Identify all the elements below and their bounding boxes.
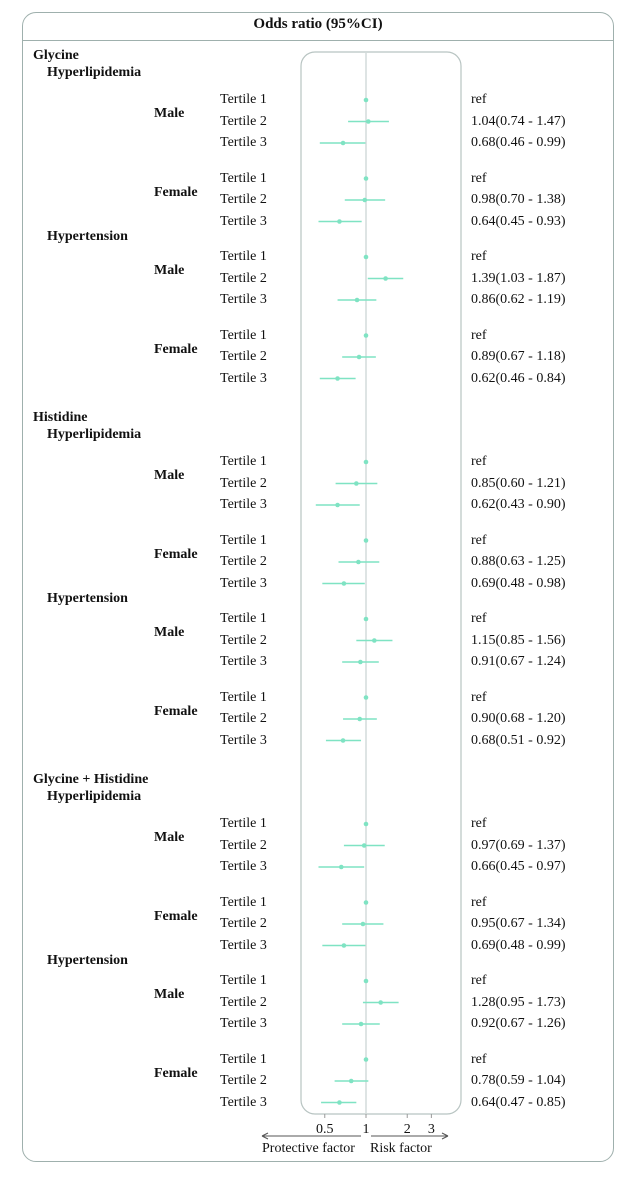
or-value: ref	[471, 894, 487, 910]
tertile-label: Tertile 2	[220, 837, 267, 853]
or-value: 0.62(0.43 - 0.90)	[471, 497, 566, 512]
tertile-label: Tertile 2	[220, 994, 267, 1010]
or-value: 0.64(0.47 - 0.85)	[471, 1094, 566, 1110]
tertile-label: Tertile 2	[220, 475, 267, 491]
or-point	[364, 822, 369, 827]
or-point	[342, 581, 347, 586]
or-point	[354, 481, 359, 486]
tertile-label: Tertile 2	[220, 632, 267, 648]
or-value: 0.91(0.67 - 1.24)	[471, 654, 566, 669]
tertile-label: Tertile 3	[220, 1016, 267, 1031]
tertile-label: Tertile 3	[220, 654, 267, 669]
tertile-label: Tertile 1	[220, 92, 267, 107]
tertile-label: Tertile 3	[220, 135, 267, 150]
or-value: 0.92(0.67 - 1.26)	[471, 1016, 566, 1031]
group-label: Glycine + Histidine	[33, 772, 149, 787]
or-point	[372, 638, 377, 643]
outcome-label: Hypertension	[47, 229, 128, 244]
tertile-label: Tertile 3	[220, 575, 267, 591]
tertile-label: Tertile 1	[220, 611, 267, 626]
sex-label: Female	[154, 908, 198, 924]
tick-label: 1	[362, 1122, 370, 1137]
tertile-label: Tertile 1	[220, 894, 267, 910]
tertile-label: Tertile 1	[220, 532, 267, 548]
or-point	[359, 1022, 364, 1027]
or-point	[364, 979, 369, 984]
tertile-label: Tertile 2	[220, 1073, 267, 1088]
or-value: 0.69(0.48 - 0.98)	[471, 575, 566, 591]
or-value: 0.86(0.62 - 1.19)	[471, 292, 566, 307]
tertile-label: Tertile 1	[220, 816, 267, 831]
or-value: 0.90(0.68 - 1.20)	[471, 711, 566, 726]
group-label: Glycine	[33, 48, 79, 63]
group-label: Histidine	[33, 410, 88, 425]
or-point	[342, 943, 347, 948]
or-value: 1.39(1.03 - 1.87)	[471, 270, 566, 286]
or-value: 0.95(0.67 - 1.34)	[471, 916, 566, 931]
tertile-label: Tertile 3	[220, 370, 267, 386]
or-point	[362, 198, 367, 203]
or-point	[337, 1100, 342, 1105]
or-point	[364, 176, 369, 181]
or-value: 0.98(0.70 - 1.38)	[471, 192, 566, 207]
or-value: 0.68(0.46 - 0.99)	[471, 135, 566, 150]
tertile-label: Tertile 3	[220, 1094, 267, 1110]
or-point	[335, 503, 340, 508]
tertile-label: Tertile 2	[220, 270, 267, 286]
risk-factor-label: Risk factor	[370, 1141, 432, 1156]
tertile-label: Tertile 3	[220, 859, 267, 874]
tertile-label: Tertile 2	[220, 192, 267, 207]
or-point	[364, 333, 369, 338]
or-point	[364, 538, 369, 543]
or-point	[364, 460, 369, 465]
or-value: 0.88(0.63 - 1.25)	[471, 554, 566, 569]
or-value: 1.15(0.85 - 1.56)	[471, 632, 566, 648]
or-value: 1.28(0.95 - 1.73)	[471, 994, 566, 1010]
tertile-label: Tertile 1	[220, 1051, 267, 1067]
or-point	[364, 617, 369, 622]
or-point	[366, 119, 371, 124]
or-value: ref	[471, 92, 487, 107]
or-value: 0.85(0.60 - 1.21)	[471, 475, 566, 491]
or-value: ref	[471, 611, 487, 626]
tertile-label: Tertile 1	[220, 454, 267, 469]
or-point	[349, 1079, 354, 1084]
tertile-label: Tertile 1	[220, 327, 267, 343]
sex-label: Male	[154, 625, 185, 640]
tick-label: 2	[403, 1122, 411, 1137]
or-point	[364, 695, 369, 700]
tertile-label: Tertile 2	[220, 113, 267, 129]
or-point	[378, 1000, 383, 1005]
or-value: 0.97(0.69 - 1.37)	[471, 837, 566, 853]
tertile-label: Tertile 1	[220, 973, 267, 988]
outcome-label: Hypertension	[47, 953, 128, 968]
tick-label: 0.5	[316, 1122, 334, 1137]
or-value: 0.64(0.45 - 0.93)	[471, 213, 566, 229]
tertile-label: Tertile 2	[220, 349, 267, 364]
or-value: ref	[471, 249, 487, 264]
tertile-label: Tertile 2	[220, 711, 267, 726]
tertile-label: Tertile 1	[220, 249, 267, 264]
or-point	[364, 255, 369, 260]
sex-label: Female	[154, 184, 198, 200]
outcome-label: Hyperlipidemia	[47, 789, 142, 804]
tertile-label: Tertile 3	[220, 213, 267, 229]
or-point	[364, 98, 369, 103]
tertile-label: Tertile 3	[220, 292, 267, 307]
tertile-label: Tertile 1	[220, 689, 267, 705]
or-value: ref	[471, 327, 487, 343]
or-value: ref	[471, 454, 487, 469]
or-value: ref	[471, 532, 487, 548]
or-value: ref	[471, 689, 487, 705]
or-point	[357, 355, 362, 360]
or-point	[358, 660, 363, 665]
or-point	[364, 900, 369, 905]
tick-label: 3	[427, 1122, 435, 1137]
sex-label: Female	[154, 703, 198, 719]
or-point	[335, 376, 340, 381]
or-point	[361, 922, 366, 927]
or-value: ref	[471, 816, 487, 831]
sex-label: Female	[154, 341, 198, 357]
tertile-label: Tertile 2	[220, 554, 267, 569]
chart-title: Odds ratio (95%CI)	[253, 16, 383, 32]
sex-label: Male	[154, 468, 185, 483]
outcome-label: Hypertension	[47, 591, 128, 606]
outcome-label: Hyperlipidemia	[47, 427, 142, 442]
sex-label: Male	[154, 263, 185, 278]
or-point	[364, 1057, 369, 1062]
or-point	[362, 843, 367, 848]
or-value: ref	[471, 973, 487, 988]
or-value: 0.68(0.51 - 0.92)	[471, 732, 566, 748]
or-value: 0.66(0.45 - 0.97)	[471, 859, 566, 874]
or-point	[337, 219, 342, 224]
sex-label: Female	[154, 546, 198, 562]
or-value: 1.04(0.74 - 1.47)	[471, 113, 566, 129]
or-point	[383, 276, 388, 281]
or-point	[355, 298, 360, 303]
or-value: 0.89(0.67 - 1.18)	[471, 349, 566, 364]
or-value: ref	[471, 170, 487, 186]
or-point	[339, 865, 344, 870]
sex-label: Male	[154, 106, 185, 121]
sex-label: Female	[154, 1065, 198, 1081]
tertile-label: Tertile 3	[220, 497, 267, 512]
outcome-label: Hyperlipidemia	[47, 65, 142, 80]
or-value: ref	[471, 1051, 487, 1067]
or-point	[357, 717, 362, 722]
or-point	[356, 560, 361, 565]
tertile-label: Tertile 2	[220, 916, 267, 931]
sex-label: Male	[154, 830, 185, 845]
tertile-label: Tertile 3	[220, 732, 267, 748]
or-point	[341, 141, 346, 146]
or-value: 0.78(0.59 - 1.04)	[471, 1073, 566, 1088]
tertile-label: Tertile 1	[220, 170, 267, 186]
or-point	[341, 738, 346, 743]
or-value: 0.62(0.46 - 0.84)	[471, 370, 566, 386]
tertile-label: Tertile 3	[220, 937, 267, 953]
protective-factor-label: Protective factor	[262, 1141, 355, 1156]
sex-label: Male	[154, 987, 185, 1002]
or-value: 0.69(0.48 - 0.99)	[471, 937, 566, 953]
